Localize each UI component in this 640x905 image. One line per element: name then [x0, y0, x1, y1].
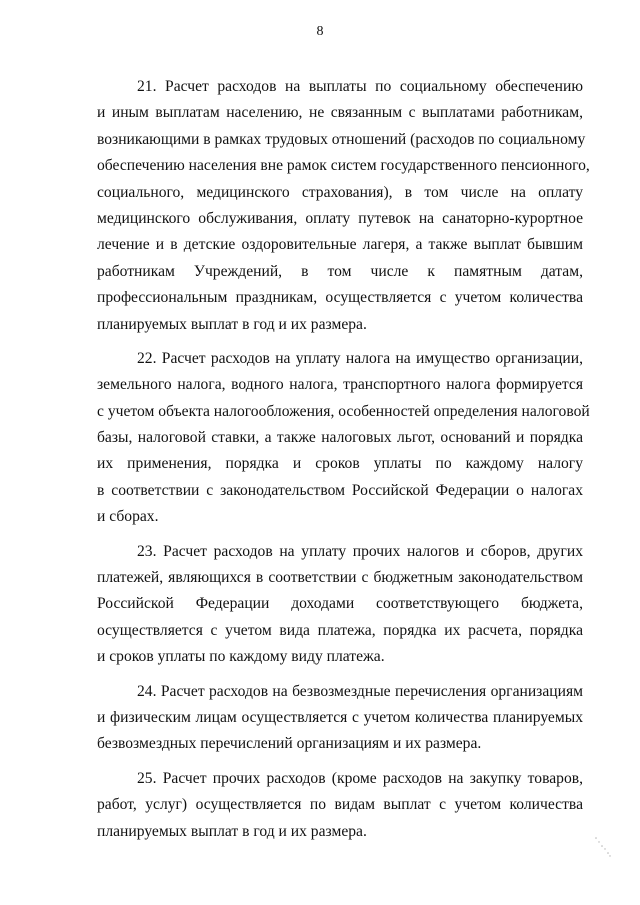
text-line: работ, услуг) осуществляется по видам выплат с учетом количества — [97, 796, 583, 814]
text-line: профессиональным праздникам, осуществляется с учетом количества — [97, 289, 583, 307]
text-line: базы, налоговой ставки, а также налоговых льгот, оснований и порядка — [97, 429, 583, 447]
text-line: и физическим лицам осуществляется с учетом количества планируемых — [97, 708, 583, 726]
paragraph-24 — [97, 679, 583, 758]
text-line: безвозмездных перечислений организациям и их размера. — [97, 735, 482, 753]
text-line: лечение и в детские оздоровительные лагеря, а также выплат бывшим — [97, 236, 583, 254]
text-line: и иным выплатам населению, не связанным с выплатами работникам, — [97, 104, 583, 122]
text-line: и сроков уплаты по каждому виду платежа. — [97, 648, 385, 666]
text-line: 23. Расчет расходов на уплату прочих налогов и сборов, других — [137, 542, 583, 560]
text-line: 21. Расчет расходов на выплаты по социальному обеспечению — [137, 78, 583, 95]
paragraph-25 — [97, 766, 583, 845]
text-line: 22. Расчет расходов на уплату налога на имущество организации, — [137, 349, 583, 367]
text-line: обеспечению населения вне рамок систем государственного пенсионного, — [97, 157, 590, 175]
text-line: платежей, являющихся в соответствии с бюджетным законодательством — [97, 569, 583, 587]
scan-artifact-marks — [594, 836, 612, 858]
text-line: работникам Учреждений, в том числе к памятным датам, — [97, 262, 583, 280]
document-body — [97, 74, 590, 853]
text-line: планируемых выплат в год и их размера. — [97, 822, 367, 840]
paragraph-23 — [97, 539, 583, 671]
text-line: в соответствии с законодательством Российской Федерации о налогах — [97, 481, 583, 499]
paragraph-22 — [97, 346, 590, 531]
text-line: с учетом объекта налогообложения, особенностей определения налоговой — [97, 402, 590, 420]
text-line: социального, медицинского страхования), в том числе на оплату — [97, 183, 583, 201]
text-line: осуществляется с учетом вида платежа, порядка их расчета, порядка — [97, 621, 583, 639]
paragraph-21 — [97, 74, 590, 338]
text-line: 24. Расчет расходов на безвозмездные перечисления организациям — [137, 682, 583, 700]
text-line: земельного налога, водного налога, транспортного налога формируется — [97, 376, 583, 394]
text-line: Российской Федерации доходами соответствующего бюджета, — [97, 595, 583, 613]
text-line: планируемых выплат в год и их размера. — [97, 315, 367, 333]
page-number: 8 — [316, 24, 324, 39]
text-line: их применения, порядка и сроков уплаты по каждому налогу — [97, 455, 583, 473]
text-line: медицинского обслуживания, оплату путевок на санаторно-курортное — [97, 209, 583, 227]
text-line: возникающими в рамках трудовых отношений (расходов по социальному — [97, 130, 586, 148]
text-line: 25. Расчет прочих расходов (кроме расходов на закупку товаров, — [137, 769, 583, 787]
text-line: и сборах. — [97, 508, 159, 526]
